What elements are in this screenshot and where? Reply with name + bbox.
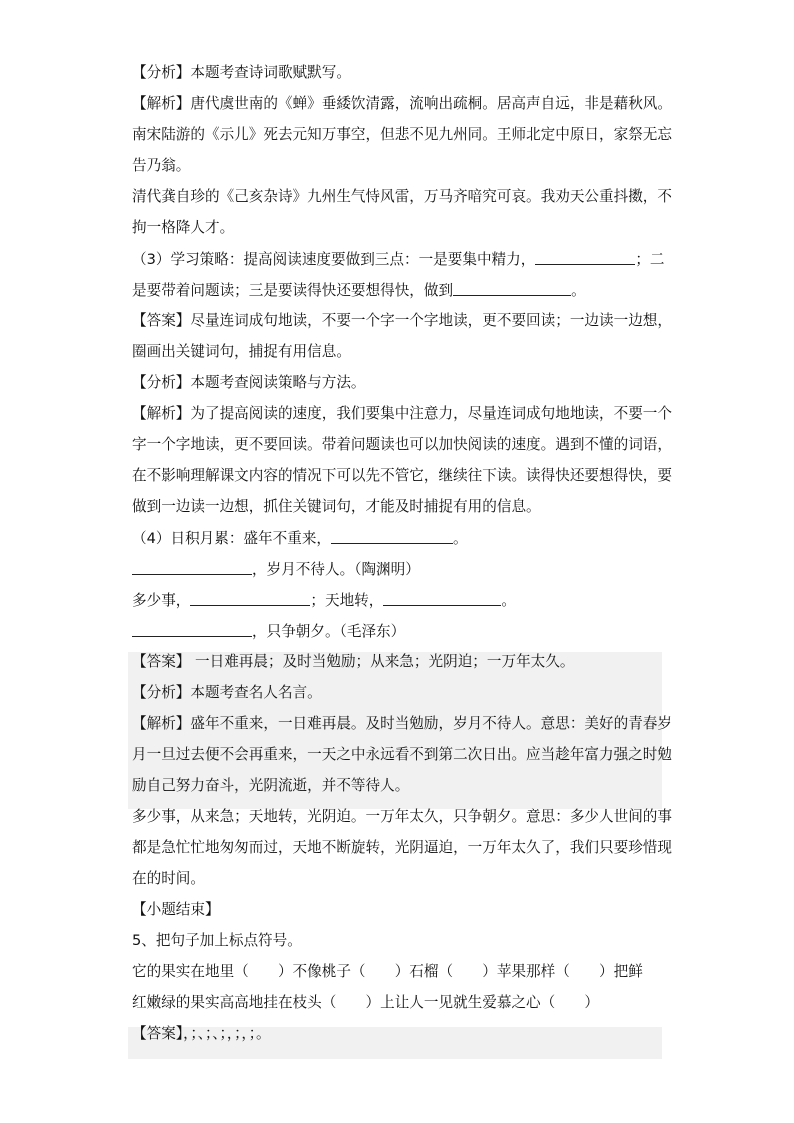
fill-blank[interactable] bbox=[132, 560, 252, 575]
question-4-line-4 bbox=[132, 622, 662, 640]
text-fragment: 。 bbox=[453, 530, 468, 547]
text-line: 【分析】本题考查诗词歌赋默写。 bbox=[132, 64, 351, 81]
answer-line: 【答案】 一日难再晨；及时当勉励；从来急；光阴迫；一万年太久。 bbox=[132, 653, 575, 670]
text-fragment: 。 bbox=[571, 282, 586, 299]
text-fragment: ，只争朝夕。（毛泽东） bbox=[252, 623, 406, 640]
text-fragment: 多少事， bbox=[132, 592, 191, 609]
explain-line: 在不影响理解课文内容的情况下可以先不管它，继续往下读。读得快还要想得快，要 bbox=[132, 467, 672, 484]
text-fragment: （4）日积月累：盛年不重来， bbox=[132, 530, 332, 547]
text-line: 清代龚自珍的《己亥杂诗》九州生气恃风雷，万马齐喑究可哀。我劝天公重抖擞，不 bbox=[132, 188, 672, 205]
text-fragment: ，岁月不待人。（陶渊明） bbox=[252, 561, 420, 578]
fill-blank[interactable] bbox=[331, 529, 453, 544]
fill-blank[interactable] bbox=[383, 591, 501, 606]
fill-blank[interactable] bbox=[453, 281, 571, 296]
fill-blank[interactable] bbox=[535, 250, 635, 265]
question-4-line-1 bbox=[132, 529, 662, 547]
fill-blank[interactable] bbox=[190, 591, 310, 606]
explain-line: 在的时间。 bbox=[132, 870, 205, 887]
text-fragment: ；二 bbox=[635, 251, 665, 268]
text-line: 拘一格降人才。 bbox=[132, 219, 235, 236]
text-fragment: （3）学习策略：提高阅读速度要做到三点：一是要集中精力， bbox=[132, 251, 536, 268]
question-5-line: 红嫩绿的果实高高地挂在枝头（ ）上让人一见就生爱慕之心（ ） bbox=[132, 994, 600, 1011]
text-fragment: 是要带着问题读；三是要读得快还要想得快，做到 bbox=[132, 282, 454, 299]
explain-line: 字一个字地读，更不要回读。带着问题读也可以加快阅读的速度。遇到不懂的词语， bbox=[132, 436, 672, 453]
question-5-title: 5、把句子加上标点符号。 bbox=[132, 932, 302, 949]
explain-line: 都是急忙忙地匆匆而过，天地不断旋转，光阴逼迫，一万年太久了，我们只要珍惜现 bbox=[132, 839, 672, 856]
question-4-line-2 bbox=[132, 560, 662, 578]
explain-line: 多少事，从来急；天地转，光阴迫。一万年太久，只争朝夕。意思：多少人世间的事 bbox=[132, 808, 672, 825]
explain-line: 励自己努力奋斗，光阴流逝，并不等待人。 bbox=[132, 777, 410, 794]
question-5-line: 它的果实在地里（ ）不像桃子（ ）石榴（ ）苹果那样（ ）把鲜 bbox=[132, 963, 643, 980]
section-end-mark: 【小题结束】 bbox=[132, 901, 220, 918]
question-3-line-1 bbox=[132, 250, 665, 268]
explain-line: 月一旦过去便不会再重来，一天之中永远看不到第二次日出。应当趁年富力强之时勉 bbox=[132, 746, 672, 763]
question-3-line-2 bbox=[132, 281, 662, 299]
explain-line: 【解析】为了提高阅读的速度，我们要集中注意力，尽量连词成句地地读，不要一个 bbox=[132, 405, 672, 422]
fill-blank[interactable] bbox=[132, 622, 252, 637]
answer-line: 【答案】尽量连词成句地读，不要一个字一个字地读，更不要回读；一边读一边想， bbox=[132, 312, 672, 329]
analysis-line: 【分析】本题考查阅读策略与方法。 bbox=[132, 374, 366, 391]
text-line: 南宋陆游的《示儿》死去元知万事空，但悲不见九州同。王师北定中原日，家祭无忘 bbox=[132, 126, 672, 143]
analysis-line: 【分析】本题考查名人名言。 bbox=[132, 684, 322, 701]
text-fragment: 。 bbox=[501, 592, 516, 609]
text-fragment: ；天地转， bbox=[310, 592, 384, 609]
explain-line: 【解析】盛年不重来，一日难再晨。及时当勉励，岁月不待人。意思：美好的青春岁 bbox=[132, 715, 672, 732]
answer-line: 圈画出关键词句，捕捉有用信息。 bbox=[132, 343, 351, 360]
answer-line: 【答案】，；、；、；，；，；。 bbox=[132, 1025, 271, 1042]
text-line: 告乃翁。 bbox=[132, 157, 191, 174]
explain-line: 做到一边读一边想，抓住关键词句，才能及时捕捉有用的信息。 bbox=[132, 498, 541, 515]
text-line: 【解析】唐代虞世南的《蝉》垂緌饮清露，流响出疏桐。居高声自远，非是藉秋风。 bbox=[132, 95, 672, 112]
question-4-line-3 bbox=[132, 591, 662, 609]
document-content bbox=[132, 64, 672, 1056]
